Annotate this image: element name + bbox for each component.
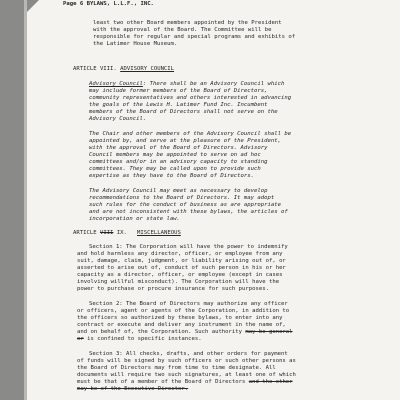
article-9-heading: ARTICLE VIII IX. MISCELLANEOUS [73,230,181,236]
article-8-p2-line: expertise as they have to the Board of Directors. [89,173,255,179]
intro-line: least two other Board members appointed by the President [93,20,282,26]
article-8-p3-line: The Advisory Council may meet as necessary to develop [89,188,268,194]
article-8-p1-line: community representatives and others interested in advancing [89,95,292,101]
section-1-line: power to purchase or procure insurance for such purposes. [77,286,269,292]
article-8-p2-line: committees and/or in an advisory capacity to standing [89,159,268,165]
section-1-line: suit, damage, claim, judgment, or liability arising out of, or [77,258,286,264]
article-8-p2-line: appointed by, and serve at the pleasure of the President, [89,138,281,144]
struck-text: VIII [99,230,114,236]
section-2-line: and on behalf of, the Corporation. Such authority may be general [77,329,293,335]
section-2-line: or officers, agent or agents of the Corporation, in addition to [77,308,290,314]
article-8-p1-line: members of the Board of Directors shall not serve on the [89,109,278,115]
struck-text: may be of the Executive Director. [77,386,189,392]
article-9-title: MISCELLANEOUS [137,230,181,236]
article-8-p3-line: such rules for the conduct of business as are appropriate [89,202,281,208]
page-header: Page 6 BYLAWS, L.L.F., INC. [63,1,154,7]
section-2-line: the officers so authorized by these bylaws, to enter into any [77,315,283,321]
section-2-line: contract or execute and deliver any instrument in the name of, [77,322,286,328]
intro-line: responsible for regular and special programs and exhibits of [93,34,296,40]
section-3-line: must be that of a member of the Board of Directors and the other [77,379,293,385]
struck-text: or [77,336,84,342]
section-2-line: or is confined to specific instances. [77,336,202,342]
struck-text: and the other [248,379,293,385]
section-3-line: documents will require two such signatures, at least one of which [77,372,296,378]
intro-line: the Latimer House Museum. [93,41,178,47]
article-8-title: ADVISORY COUNCIL [120,66,175,72]
section-2-line: Section 2: The Board of Directors may authorize any officer [89,301,288,307]
section-1-line: and hold harmless any director, officer, or employee from any [77,251,283,257]
article-8-p3-line: incorporation or state law. [89,216,180,222]
article-8-p1-line: Advisory Council. [89,116,147,122]
struck-text: may be general [245,329,293,335]
article-8-heading [73,66,174,72]
article-8-p2-line: committees. They may be called upon to provide such [89,166,261,172]
section-1-line: capacity as a director, officer, or employee (except in cases [77,272,283,278]
article-8-p3-line: recommendations to the Board of Directors. It may adopt [89,195,275,201]
section-1-line: involving willful misconduct). The Corporation will have the [77,279,280,285]
section-3-line [77,386,188,392]
article-8-p1-line: may include former members of the Board of Directors, [89,88,268,94]
article-8-p1-line: the goals of the Lewis H. Latimer Fund Inc. Incumbent [89,102,268,108]
article-8-p2-line: The Chair and other members of the Advisory Council shall be [89,131,292,137]
page-corner-fold [27,0,41,12]
article-8-p3-line: and are not inconsistent with these bylaws, the articles of [89,209,288,215]
article-8-p2-line: with the approval of the Board of Directors. Advisory [89,145,268,151]
section-1-line: Section 1: The Corporation will have the power to indemnify [89,244,288,250]
document-page [27,0,400,400]
section-3-line: Section 3: All checks, drafts, and other orders for payment [89,351,288,357]
section-3-line: the Board of Directors may from time to time designate. All [77,365,276,371]
advisory-council-term: Advisory Council [89,81,143,87]
intro-line: with the approval of the Board. The Committee will be [93,27,272,33]
article-8-p2-line: Council members may be appointed to serve on ad hoc [89,152,261,158]
section-1-line: asserted to arise out of, conduct of such person in his or her [77,265,286,271]
article-8-label: ARTICLE VIII. [73,66,117,72]
article-8-p1-line: Advisory Council: There shall be an Advisory Council which [89,81,285,87]
section-3-line: of funds will be signed by such officers or such other persons as [77,358,296,364]
